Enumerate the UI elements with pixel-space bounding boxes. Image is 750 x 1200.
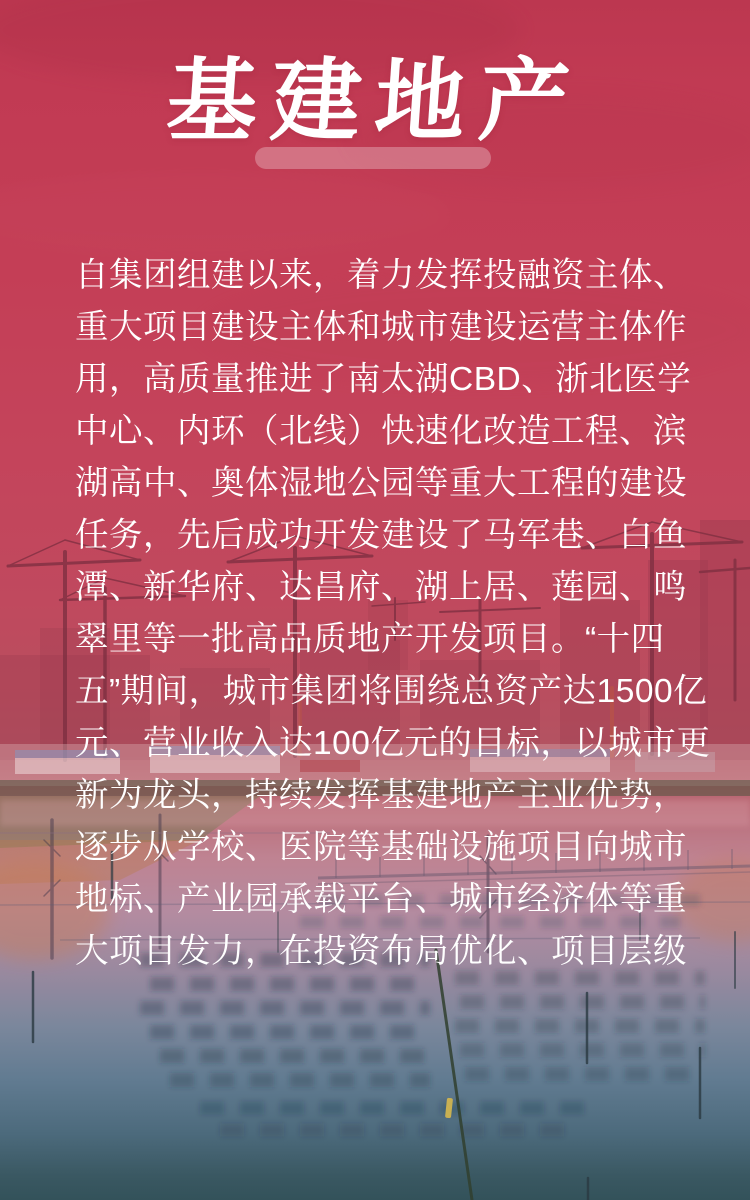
paragraph-line: 潭、新华府、达昌府、湖上居、莲园、鸣: [75, 569, 687, 606]
paragraph-line: 自集团组建以来，着力发挥投融资主体、: [75, 257, 687, 294]
paragraph-line: 湖高中、奥体湿地公园等重大工程的建设: [75, 465, 687, 502]
paragraph-line: 重大项目建设主体和城市建设运营主体作: [75, 309, 687, 346]
title-block: [0, 48, 750, 158]
paragraph-line: 大项目发力，在投资布局优化、项目层级: [75, 933, 687, 970]
paragraph-line: 逐步从学校、医院等基础设施项目向城市: [75, 829, 687, 866]
page-title: 基建地产: [163, 53, 587, 152]
paragraph-line: 新为龙头，持续发挥基建地产主业优势，: [75, 777, 687, 814]
paragraph-line: 地标、产业园承载平台、城市经济体等重: [75, 881, 687, 918]
paragraph-line: 元、营业收入达100亿元的目标，以城市更: [75, 725, 711, 762]
paragraph-line: 用，高质量推进了南太湖CBD、浙北医学: [75, 361, 692, 398]
paragraph-line: 任务，先后成功开发建设了马军巷、白鱼: [75, 517, 687, 554]
body-paragraph: [75, 250, 711, 978]
paragraph-line: 五”期间，城市集团将围绕总资产达1500亿: [75, 673, 708, 710]
paragraph-line: 翠里等一批高品质地产开发项目。“十四: [75, 621, 665, 658]
paragraph-line: 中心、内环（北线）快速化改造工程、滨: [75, 413, 687, 450]
